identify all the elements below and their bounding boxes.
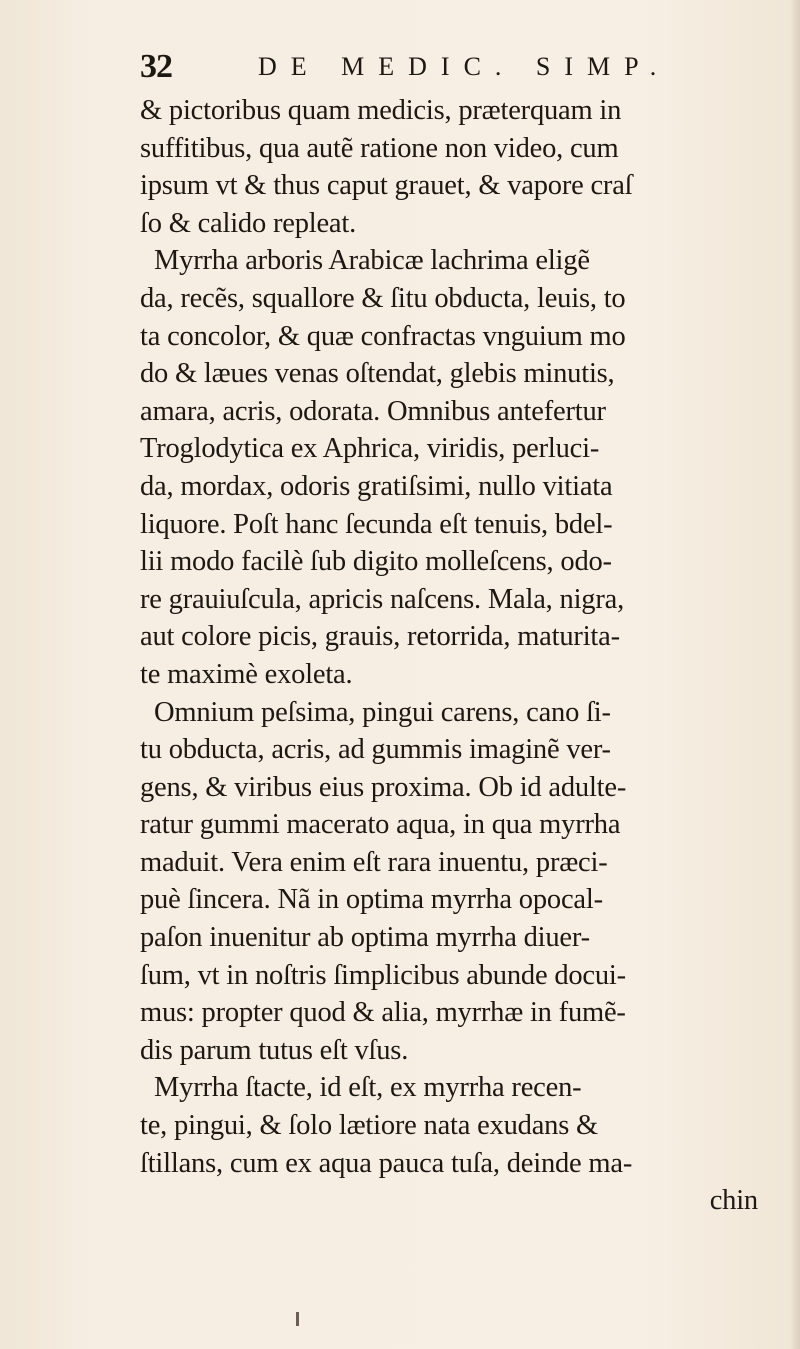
text-line: ipsum vt & thus caput grauet, & vapore craſ: [140, 170, 633, 202]
text-line: Myrrha arboris Arabicæ lachrima eligẽ: [154, 245, 590, 277]
text-line: gens, & viribus eius proxima. Ob id adulte-: [140, 771, 627, 803]
ink-mark: [296, 1312, 299, 1326]
text-line: Troglodytica ex Aphrica, viridis, perluci-: [140, 433, 600, 465]
running-head: DE MEDIC. SIMP.: [258, 52, 671, 81]
text-line: da, recẽs, squallore & ſitu obducta, leuis, to: [140, 282, 626, 314]
text-line: da, mordax, odoris gratiſsimi, nullo vitiata: [140, 470, 613, 502]
text-line: te maximè exoleta.: [140, 658, 353, 690]
catchword: chin: [709, 1185, 758, 1217]
text-line: ta concolor, & quæ confractas vnguium mo: [140, 320, 626, 352]
text-line: liquore. Poſt hanc ſecunda eſt tenuis, bdel-: [140, 508, 613, 540]
text-line: aut colore picis, grauis, retorrida, maturita-: [140, 621, 620, 653]
text-line: ſtillans, cum ex aqua pauca tuſa, deinde ma-: [140, 1147, 633, 1179]
text-line: paſon inuenitur ab optima myrrha diuer-: [140, 922, 590, 954]
text-line: lii modo facilè ſub digito molleſcens, odo-: [140, 546, 612, 578]
text-line: Omnium peſsima, pingui carens, cano ſi-: [154, 696, 611, 728]
text-line: & pictoribus quam medicis, præterquam in: [140, 95, 622, 126]
page-header: [130, 44, 690, 84]
text-line: tu obducta, acris, ad gummis imaginẽ ver-: [140, 734, 611, 766]
text-line: ſum, vt in noſtris ſimplicibus abunde docui-: [140, 959, 626, 991]
text-line: te, pingui, & ſolo lætiore nata exudans &: [140, 1110, 599, 1142]
text-line: ſo & calido repleat.: [140, 207, 356, 239]
page-number: 32: [140, 48, 172, 85]
page-edge-shadow: [790, 0, 800, 1349]
text-line: mus: propter quod & alia, myrrhæ in fumẽ-: [140, 997, 626, 1029]
text-line: ratur gummi macerato aqua, in qua myrrha: [140, 809, 621, 841]
text-line: suffitibus, qua autẽ ratione non video, cum: [140, 132, 619, 164]
text-line: Myrrha ſtacte, id eſt, ex myrrha recen-: [154, 1072, 582, 1104]
text-line: maduit. Vera enim eſt rara inuentu, præci-: [140, 846, 608, 878]
text-line: dis parum tutus eſt vſus.: [140, 1034, 409, 1066]
body-text: [140, 92, 780, 1220]
text-line: puè ſincera. Nã in optima myrrha opocal-: [140, 884, 603, 916]
text-line: re grauiuſcula, apricis naſcens. Mala, nigra,: [140, 583, 625, 615]
text-line: do & læues venas oſtendat, glebis minutis,: [140, 358, 615, 390]
text-line: amara, acris, odorata. Omnibus antefertur: [140, 395, 606, 427]
